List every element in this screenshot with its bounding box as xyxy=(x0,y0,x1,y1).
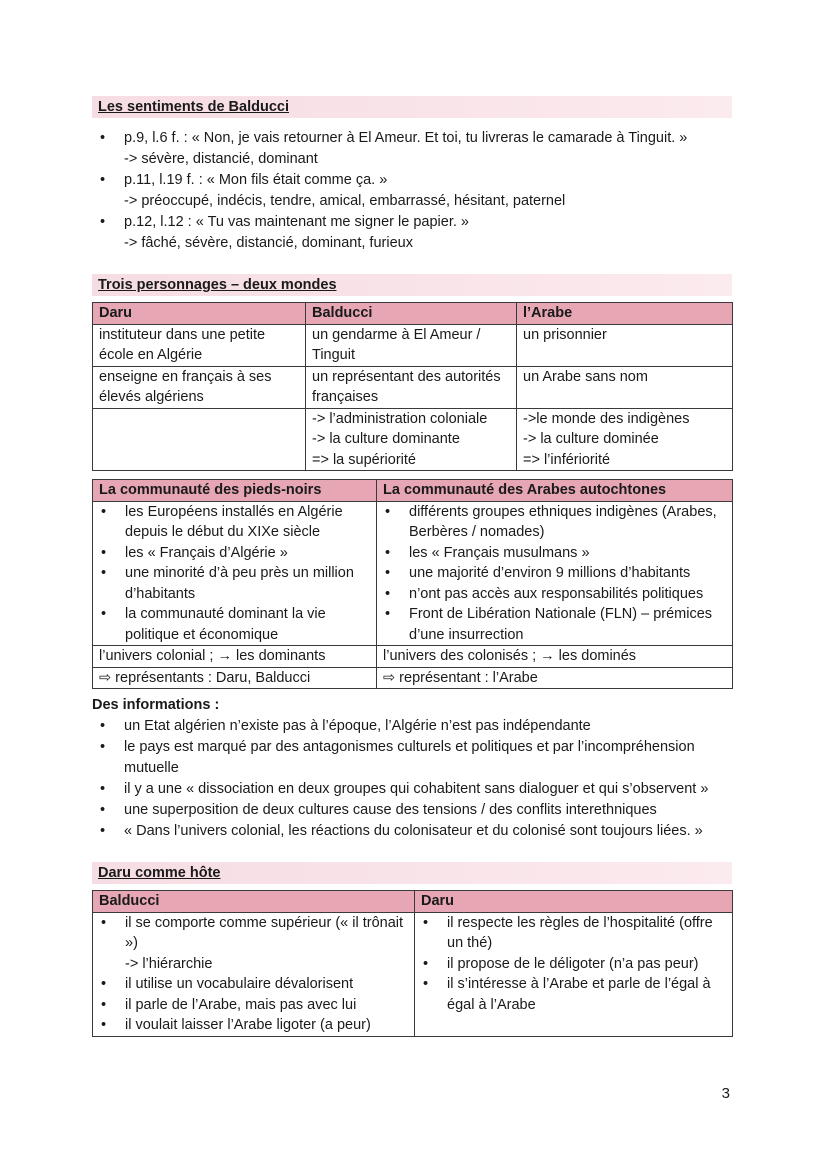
arabes-list xyxy=(383,502,726,646)
table-row xyxy=(93,366,733,408)
table-cell: ⇨ représentant : l’Arabe xyxy=(377,667,733,689)
list-item xyxy=(92,170,732,212)
header-balducci: Balducci xyxy=(306,303,517,325)
table-cell xyxy=(517,408,733,471)
note-text: -> l’hiérarchie xyxy=(125,955,213,972)
table-cell xyxy=(377,501,733,646)
list-item: • il y a une « dissociation en deux groupes qui cohabitent sans dialoguer et qui s’observent » xyxy=(92,779,732,800)
cell-line: ->le monde des indigènes xyxy=(523,410,690,427)
list-item: • la communauté dominant la vie politique et économique xyxy=(99,604,370,645)
list-item: • il respecte les règles de l’hospitalité (offre un thé) xyxy=(421,913,726,954)
table-cell xyxy=(93,912,415,1036)
table-row xyxy=(93,667,733,689)
pieds-noirs-list xyxy=(99,502,370,646)
note-text: -> fâché, sévère, distancié, dominant, furieux xyxy=(124,235,413,251)
list-item: • une minorité d’à peu près un million d’habitants xyxy=(99,563,370,604)
hote-table xyxy=(92,890,733,1037)
communautes-table xyxy=(92,479,733,689)
note-text: -> préoccupé, indécis, tendre, amical, embarrassé, hésitant, paternel xyxy=(124,193,566,209)
informations-list xyxy=(92,716,732,842)
table-cell: un Arabe sans nom xyxy=(517,366,733,408)
informations-title: Des informations : xyxy=(92,697,220,713)
list-item: • il s’intéresse à l’Arabe et parle de l’égal à égal à l’Arabe xyxy=(421,974,726,1015)
table-cell: l’univers colonial ; → les dominants xyxy=(93,646,377,668)
list-item: • une majorité d’environ 9 millions d’habitants xyxy=(383,563,726,584)
list-item: • les Européens installés en Algérie depuis le début du XIXe siècle xyxy=(99,502,370,543)
table-cell: instituteur dans une petite école en Algérie xyxy=(93,324,306,366)
table-cell: enseigne en français à ses élevés algériens xyxy=(93,366,306,408)
list-item: • un Etat algérien n’existe pas à l’époque, l’Algérie n’est pas indépendante xyxy=(92,716,732,737)
cell-line: -> l’administration coloniale xyxy=(312,410,488,427)
table-cell xyxy=(93,408,306,471)
table-cell xyxy=(306,408,517,471)
list-item: • une superposition de deux cultures cause des tensions / des conflits interethniques xyxy=(92,800,732,821)
header-balducci: Balducci xyxy=(93,891,415,913)
table-cell: l’univers des colonisés ; → les dominés xyxy=(377,646,733,668)
cell-line: => la supériorité xyxy=(312,451,416,468)
balducci-host-list xyxy=(99,913,408,1036)
section-title-hote: Daru comme hôte xyxy=(92,862,732,884)
table-cell xyxy=(415,912,733,1036)
quote-text: p.12, l.12 : « Tu vas maintenant me signer le papier. » xyxy=(124,214,469,230)
table-header-row xyxy=(93,303,733,325)
page-number: 3 xyxy=(721,1085,730,1102)
list-item xyxy=(99,913,408,975)
quote-text: p.9, l.6 f. : « Non, je vais retourner à El Ameur. Et toi, tu livreras le camarade à Tinguit. » xyxy=(124,130,688,146)
section-title-trois: Trois personnages – deux mondes xyxy=(92,274,732,296)
table-cell: un prisonnier xyxy=(517,324,733,366)
table-cell: un représentant des autorités françaises xyxy=(306,366,517,408)
header-daru: Daru xyxy=(415,891,733,913)
list-item: • Front de Libération Nationale (FLN) – prémices d’une insurrection xyxy=(383,604,726,645)
sentiments-list xyxy=(92,128,732,254)
item-text: il se comporte comme supérieur (« il trônait ») xyxy=(125,914,404,951)
section-title-sentiments: Les sentiments de Balducci xyxy=(92,96,732,118)
list-item: • les « Français musulmans » xyxy=(383,543,726,564)
table-cell: un gendarme à El Ameur / Tinguit xyxy=(306,324,517,366)
list-item: • le pays est marqué par des antagonismes culturels et politiques et par l’incompréhension mutuelle xyxy=(92,737,732,779)
table-cell: ⇨ représentants : Daru, Balducci xyxy=(93,667,377,689)
table-row xyxy=(93,501,733,646)
table-cell xyxy=(93,501,377,646)
list-item: • n’ont pas accès aux responsabilités politiques xyxy=(383,584,726,605)
table-header-row xyxy=(93,891,733,913)
note-text: -> sévère, distancié, dominant xyxy=(124,151,318,167)
cell-line: -> la culture dominante xyxy=(312,431,460,447)
document-page xyxy=(92,96,732,1037)
table-row xyxy=(93,646,733,668)
header-pieds-noirs: La communauté des pieds-noirs xyxy=(93,480,377,502)
header-arabe: l’Arabe xyxy=(517,303,733,325)
quote-text: p.11, l.19 f. : « Mon fils était comme ça. » xyxy=(124,172,388,188)
list-item: • différents groupes ethniques indigènes (Arabes, Berbères / nomades) xyxy=(383,502,726,543)
list-item: • il utilise un vocabulaire dévalorisent xyxy=(99,974,408,995)
table-row xyxy=(93,912,733,1036)
table-row xyxy=(93,324,733,366)
daru-host-list xyxy=(421,913,726,1016)
trois-personnages-table xyxy=(92,302,733,471)
table-row xyxy=(93,408,733,471)
list-item: • il propose de le déligoter (n’a pas peur) xyxy=(421,954,726,975)
header-arabes-autochtones: La communauté des Arabes autochtones xyxy=(377,480,733,502)
list-item xyxy=(92,128,732,170)
list-item: • « Dans l’univers colonial, les réactions du colonisateur et du colonisé sont toujours liées. » xyxy=(92,821,732,842)
table-header-row xyxy=(93,480,733,502)
list-item: • il parle de l’Arabe, mais pas avec lui xyxy=(99,995,408,1016)
list-item xyxy=(92,212,732,254)
cell-line: => l’infériorité xyxy=(523,451,611,468)
list-item: • il voulait laisser l’Arabe ligoter (a peur) xyxy=(99,1015,408,1036)
cell-line: -> la culture dominée xyxy=(523,431,659,447)
header-daru: Daru xyxy=(93,303,306,325)
list-item: • les « Français d’Algérie » xyxy=(99,543,370,564)
